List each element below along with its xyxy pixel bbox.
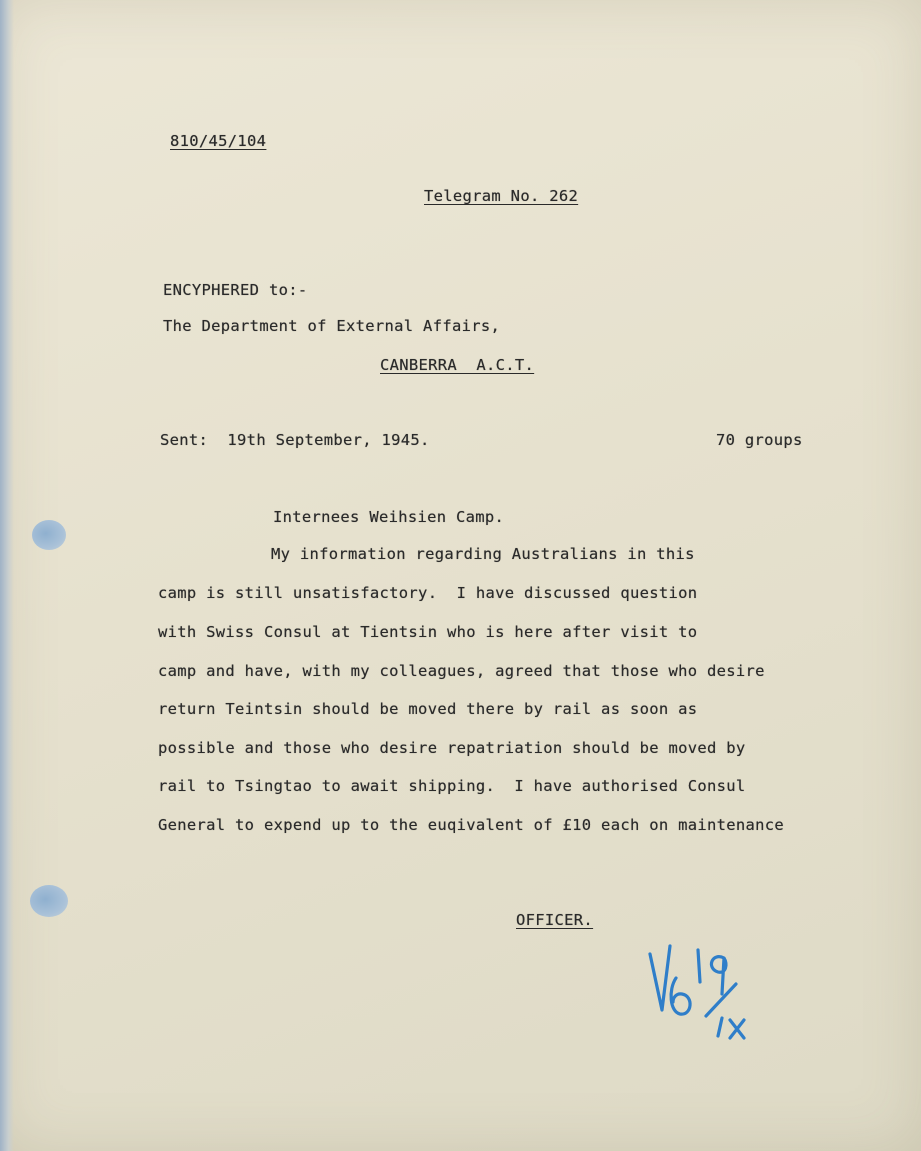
punch-hole-top — [32, 520, 66, 550]
sent-date: Sent: 19th September, 1945. — [160, 431, 430, 449]
body-line: with Swiss Consul at Tientsin who is here after visit to — [158, 623, 698, 641]
telegram-number: Telegram No. 262 — [424, 187, 579, 205]
punch-hole-bottom — [30, 885, 68, 917]
body-line: return Teintsin should be moved there by rail as soon as — [158, 700, 698, 718]
encyphered-to-label: ENCYPHERED to:- — [163, 281, 308, 299]
signoff-officer: OFFICER. — [516, 911, 594, 929]
page-left-edge — [0, 0, 14, 1151]
addressee: The Department of External Affairs, — [163, 317, 501, 335]
body-line: General to expend up to the euqivalent of £10 each on maintenance — [158, 816, 785, 834]
subject-line: Internees Weihsien Camp. — [273, 508, 505, 526]
body-line: camp and have, with my colleagues, agreed that those who desire — [158, 662, 765, 680]
body-line: rail to Tsingtao to await shipping. I have authorised Consul — [158, 777, 746, 795]
group-count: 70 groups — [716, 431, 803, 449]
handwritten-annotation — [640, 938, 770, 1048]
destination: CANBERRA A.C.T. — [380, 356, 535, 374]
file-reference: 810/45/104 — [170, 132, 267, 150]
body-line: possible and those who desire repatriation should be moved by — [158, 739, 746, 757]
body-line: My information regarding Australians in this — [271, 545, 695, 563]
body-line: camp is still unsatisfactory. I have discussed question — [158, 584, 698, 602]
